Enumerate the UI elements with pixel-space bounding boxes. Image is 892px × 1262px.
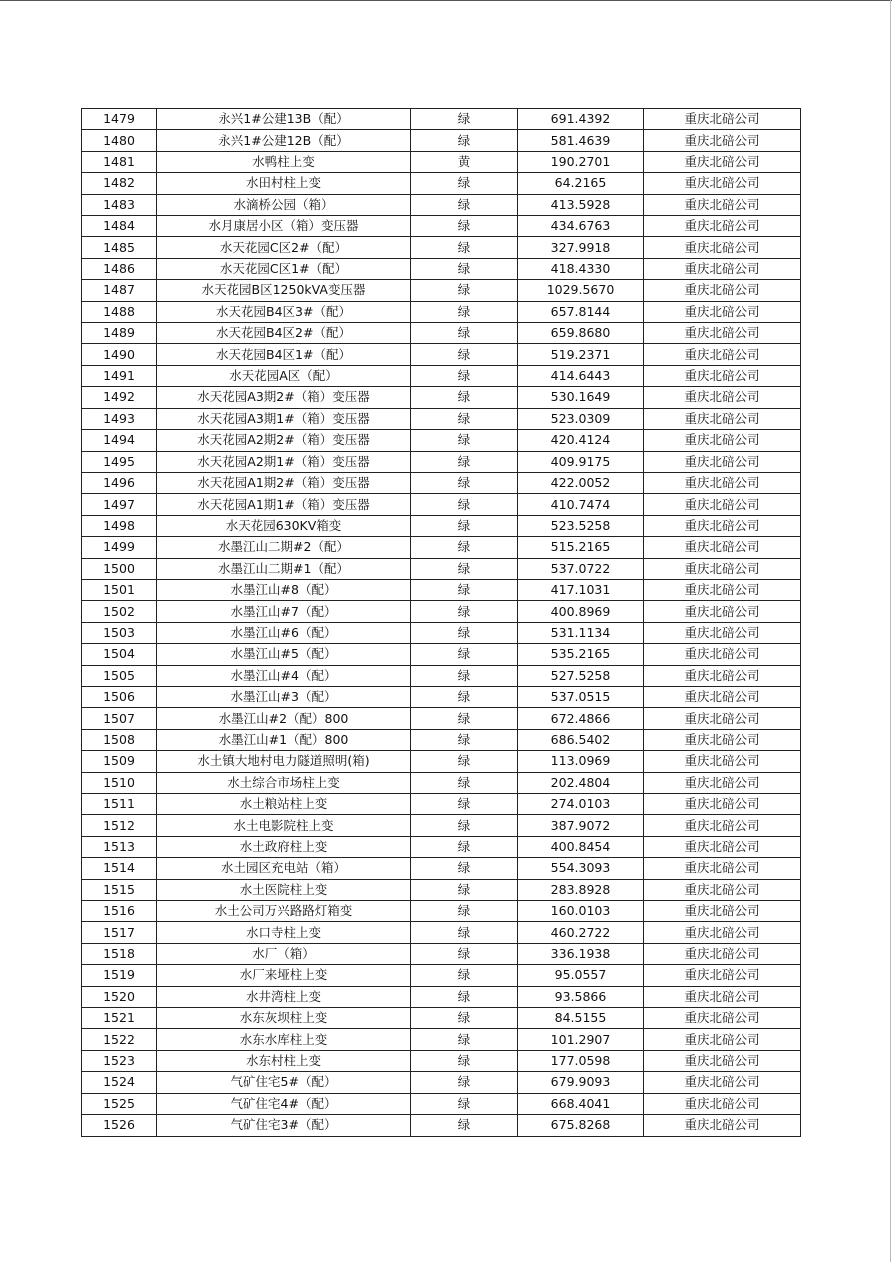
company-cell: 重庆北碚公司 (644, 579, 801, 600)
row-number-cell: 1518 (82, 943, 157, 964)
row-number-cell: 1517 (82, 922, 157, 943)
transformer-name-cell: 气矿住宅4#（配） (157, 1093, 411, 1114)
status-color-cell: 绿 (411, 301, 518, 322)
status-color-cell: 绿 (411, 109, 518, 130)
value-cell: 672.4866 (518, 708, 644, 729)
transformer-name-cell: 水墨江山#3（配） (157, 686, 411, 707)
row-number-cell: 1483 (82, 194, 157, 215)
row-number-cell: 1510 (82, 772, 157, 793)
row-number-cell: 1506 (82, 686, 157, 707)
transformer-name-cell: 水墨江山#7（配） (157, 601, 411, 622)
transformer-name-cell: 水土医院柱上变 (157, 879, 411, 900)
transformer-name-cell: 水天花园630KV箱变 (157, 515, 411, 536)
company-cell: 重庆北碚公司 (644, 365, 801, 386)
value-cell: 531.1134 (518, 622, 644, 643)
table-row (82, 601, 801, 622)
transformer-name-cell: 水墨江山#5（配） (157, 644, 411, 665)
row-number-cell: 1497 (82, 494, 157, 515)
status-color-cell: 绿 (411, 579, 518, 600)
status-color-cell: 绿 (411, 237, 518, 258)
table-row (82, 1072, 801, 1093)
status-color-cell: 绿 (411, 772, 518, 793)
status-color-cell: 绿 (411, 365, 518, 386)
status-color-cell: 绿 (411, 622, 518, 643)
row-number-cell: 1481 (82, 151, 157, 172)
transformer-name-cell: 水天花园A2期2#（箱）变压器 (157, 430, 411, 451)
transformer-name-cell: 水土园区充电站（箱） (157, 858, 411, 879)
transformer-name-cell: 水厂（箱） (157, 943, 411, 964)
company-cell: 重庆北碚公司 (644, 194, 801, 215)
table-row (82, 708, 801, 729)
transformer-name-cell: 水天花园B4区1#（配） (157, 344, 411, 365)
transformer-name-cell: 水土政府柱上变 (157, 836, 411, 857)
value-cell: 274.0103 (518, 794, 644, 815)
transformer-name-cell: 水鸭柱上变 (157, 151, 411, 172)
status-color-cell: 绿 (411, 194, 518, 215)
row-number-cell: 1508 (82, 729, 157, 750)
row-number-cell: 1516 (82, 901, 157, 922)
status-color-cell: 绿 (411, 794, 518, 815)
value-cell: 679.9093 (518, 1072, 644, 1093)
value-cell: 409.9175 (518, 451, 644, 472)
company-cell: 重庆北碚公司 (644, 858, 801, 879)
row-number-cell: 1520 (82, 986, 157, 1007)
table-row (82, 472, 801, 493)
status-color-cell: 绿 (411, 1072, 518, 1093)
status-color-cell: 绿 (411, 537, 518, 558)
table-row (82, 430, 801, 451)
transformer-name-cell: 水天花园B4区3#（配） (157, 301, 411, 322)
table-row (82, 515, 801, 536)
transformer-name-cell: 水土综合市场柱上变 (157, 772, 411, 793)
table-row (82, 751, 801, 772)
row-number-cell: 1522 (82, 1029, 157, 1050)
company-cell: 重庆北碚公司 (644, 1008, 801, 1029)
transformer-name-cell: 水东水库柱上变 (157, 1029, 411, 1050)
status-color-cell: 绿 (411, 515, 518, 536)
row-number-cell: 1504 (82, 644, 157, 665)
transformer-name-cell: 水土电影院柱上变 (157, 815, 411, 836)
company-cell: 重庆北碚公司 (644, 1115, 801, 1136)
row-number-cell: 1514 (82, 858, 157, 879)
value-cell: 336.1938 (518, 943, 644, 964)
status-color-cell: 绿 (411, 430, 518, 451)
value-cell: 515.2165 (518, 537, 644, 558)
table-row (82, 836, 801, 857)
transformer-name-cell: 水墨江山二期#1（配） (157, 558, 411, 579)
row-number-cell: 1499 (82, 537, 157, 558)
row-number-cell: 1500 (82, 558, 157, 579)
value-cell: 84.5155 (518, 1008, 644, 1029)
transformer-name-cell: 水土粮站柱上变 (157, 794, 411, 815)
row-number-cell: 1485 (82, 237, 157, 258)
company-cell: 重庆北碚公司 (644, 943, 801, 964)
value-cell: 413.5928 (518, 194, 644, 215)
status-color-cell: 绿 (411, 258, 518, 279)
value-cell: 400.8454 (518, 836, 644, 857)
company-cell: 重庆北碚公司 (644, 1093, 801, 1114)
row-number-cell: 1524 (82, 1072, 157, 1093)
row-number-cell: 1494 (82, 430, 157, 451)
table-row (82, 772, 801, 793)
company-cell: 重庆北碚公司 (644, 130, 801, 151)
status-color-cell: 黄 (411, 151, 518, 172)
status-color-cell: 绿 (411, 408, 518, 429)
table-row (82, 665, 801, 686)
table-row (82, 1008, 801, 1029)
value-cell: 535.2165 (518, 644, 644, 665)
value-cell: 327.9918 (518, 237, 644, 258)
company-cell: 重庆北碚公司 (644, 622, 801, 643)
table-row (82, 194, 801, 215)
transformer-name-cell: 水井湾柱上变 (157, 986, 411, 1007)
table-row (82, 943, 801, 964)
transformer-name-cell: 气矿住宅5#（配） (157, 1072, 411, 1093)
value-cell: 202.4804 (518, 772, 644, 793)
value-cell: 113.0969 (518, 751, 644, 772)
row-number-cell: 1509 (82, 751, 157, 772)
value-cell: 422.0052 (518, 472, 644, 493)
table-row (82, 130, 801, 151)
value-cell: 387.9072 (518, 815, 644, 836)
company-cell: 重庆北碚公司 (644, 430, 801, 451)
company-cell: 重庆北碚公司 (644, 794, 801, 815)
company-cell: 重庆北碚公司 (644, 1029, 801, 1050)
transformer-name-cell: 水天花园B区1250kVA变压器 (157, 280, 411, 301)
row-number-cell: 1480 (82, 130, 157, 151)
status-color-cell: 绿 (411, 665, 518, 686)
company-cell: 重庆北碚公司 (644, 879, 801, 900)
status-color-cell: 绿 (411, 387, 518, 408)
table-row (82, 451, 801, 472)
company-cell: 重庆北碚公司 (644, 344, 801, 365)
company-cell: 重庆北碚公司 (644, 986, 801, 1007)
transformer-name-cell: 水天花园C区2#（配） (157, 237, 411, 258)
company-cell: 重庆北碚公司 (644, 301, 801, 322)
transformer-name-cell: 水墨江山#1（配）800 (157, 729, 411, 750)
transformer-name-cell: 水天花园A3期2#（箱）变压器 (157, 387, 411, 408)
transformer-name-cell: 水东村柱上变 (157, 1050, 411, 1071)
row-number-cell: 1490 (82, 344, 157, 365)
row-number-cell: 1486 (82, 258, 157, 279)
transformer-name-cell: 永兴1#公建13B（配） (157, 109, 411, 130)
company-cell: 重庆北碚公司 (644, 216, 801, 237)
row-number-cell: 1526 (82, 1115, 157, 1136)
value-cell: 668.4041 (518, 1093, 644, 1114)
row-number-cell: 1496 (82, 472, 157, 493)
table-row (82, 815, 801, 836)
transformer-name-cell: 永兴1#公建12B（配） (157, 130, 411, 151)
table-row (82, 686, 801, 707)
company-cell: 重庆北碚公司 (644, 494, 801, 515)
value-cell: 283.8928 (518, 879, 644, 900)
row-number-cell: 1521 (82, 1008, 157, 1029)
table-row (82, 858, 801, 879)
value-cell: 675.8268 (518, 1115, 644, 1136)
company-cell: 重庆北碚公司 (644, 237, 801, 258)
transformer-name-cell: 水天花园A3期1#（箱）变压器 (157, 408, 411, 429)
transformer-name-cell: 水口寺柱上变 (157, 922, 411, 943)
company-cell: 重庆北碚公司 (644, 515, 801, 536)
table-row (82, 216, 801, 237)
company-cell: 重庆北碚公司 (644, 708, 801, 729)
company-cell: 重庆北碚公司 (644, 686, 801, 707)
company-cell: 重庆北碚公司 (644, 644, 801, 665)
value-cell: 417.1031 (518, 579, 644, 600)
table-row (82, 258, 801, 279)
value-cell: 177.0598 (518, 1050, 644, 1071)
transformer-name-cell: 水天花园A1期1#（箱）变压器 (157, 494, 411, 515)
status-color-cell: 绿 (411, 558, 518, 579)
row-number-cell: 1513 (82, 836, 157, 857)
company-cell: 重庆北碚公司 (644, 901, 801, 922)
transformer-name-cell: 水土镇大地村电力隧道照明(箱) (157, 751, 411, 772)
company-cell: 重庆北碚公司 (644, 151, 801, 172)
value-cell: 530.1649 (518, 387, 644, 408)
status-color-cell: 绿 (411, 708, 518, 729)
status-color-cell: 绿 (411, 173, 518, 194)
table-row (82, 408, 801, 429)
table-row (82, 622, 801, 643)
table-body (82, 109, 801, 1137)
value-cell: 523.5258 (518, 515, 644, 536)
value-cell: 1029.5670 (518, 280, 644, 301)
table-row (82, 344, 801, 365)
company-cell: 重庆北碚公司 (644, 258, 801, 279)
status-color-cell: 绿 (411, 729, 518, 750)
row-number-cell: 1505 (82, 665, 157, 686)
status-color-cell: 绿 (411, 344, 518, 365)
transformer-name-cell: 水天花园A1期2#（箱）变压器 (157, 472, 411, 493)
company-cell: 重庆北碚公司 (644, 408, 801, 429)
status-color-cell: 绿 (411, 494, 518, 515)
table-row (82, 922, 801, 943)
status-color-cell: 绿 (411, 323, 518, 344)
value-cell: 659.8680 (518, 323, 644, 344)
row-number-cell: 1493 (82, 408, 157, 429)
value-cell: 160.0103 (518, 901, 644, 922)
table-row (82, 579, 801, 600)
row-number-cell: 1503 (82, 622, 157, 643)
value-cell: 554.3093 (518, 858, 644, 879)
transformer-name-cell: 水厂来垭柱上变 (157, 965, 411, 986)
transformer-name-cell: 水墨江山#4（配） (157, 665, 411, 686)
table-row (82, 1093, 801, 1114)
company-cell: 重庆北碚公司 (644, 323, 801, 344)
value-cell: 537.0722 (518, 558, 644, 579)
row-number-cell: 1512 (82, 815, 157, 836)
company-cell: 重庆北碚公司 (644, 601, 801, 622)
row-number-cell: 1491 (82, 365, 157, 386)
value-cell: 657.8144 (518, 301, 644, 322)
table-row (82, 965, 801, 986)
transformer-name-cell: 水土公司万兴路路灯箱变 (157, 901, 411, 922)
row-number-cell: 1501 (82, 579, 157, 600)
row-number-cell: 1511 (82, 794, 157, 815)
status-color-cell: 绿 (411, 686, 518, 707)
transformer-name-cell: 水天花园A区（配） (157, 365, 411, 386)
value-cell: 190.2701 (518, 151, 644, 172)
status-color-cell: 绿 (411, 901, 518, 922)
table-row (82, 794, 801, 815)
company-cell: 重庆北碚公司 (644, 173, 801, 194)
row-number-cell: 1482 (82, 173, 157, 194)
table-row (82, 1115, 801, 1136)
status-color-cell: 绿 (411, 751, 518, 772)
company-cell: 重庆北碚公司 (644, 387, 801, 408)
value-cell: 101.2907 (518, 1029, 644, 1050)
row-number-cell: 1484 (82, 216, 157, 237)
row-number-cell: 1487 (82, 280, 157, 301)
value-cell: 418.4330 (518, 258, 644, 279)
status-color-cell: 绿 (411, 836, 518, 857)
table-row (82, 1050, 801, 1071)
table-row (82, 986, 801, 1007)
row-number-cell: 1489 (82, 323, 157, 344)
company-cell: 重庆北碚公司 (644, 537, 801, 558)
transformer-table (81, 108, 801, 1137)
status-color-cell: 绿 (411, 644, 518, 665)
table-row (82, 280, 801, 301)
row-number-cell: 1519 (82, 965, 157, 986)
row-number-cell: 1507 (82, 708, 157, 729)
transformer-name-cell: 水墨江山#6（配） (157, 622, 411, 643)
status-color-cell: 绿 (411, 280, 518, 301)
value-cell: 93.5866 (518, 986, 644, 1007)
row-number-cell: 1502 (82, 601, 157, 622)
value-cell: 686.5402 (518, 729, 644, 750)
company-cell: 重庆北碚公司 (644, 922, 801, 943)
value-cell: 519.2371 (518, 344, 644, 365)
value-cell: 64.2165 (518, 173, 644, 194)
status-color-cell: 绿 (411, 879, 518, 900)
row-number-cell: 1523 (82, 1050, 157, 1071)
value-cell: 95.0557 (518, 965, 644, 986)
value-cell: 434.6763 (518, 216, 644, 237)
table-row (82, 1029, 801, 1050)
row-number-cell: 1492 (82, 387, 157, 408)
transformer-name-cell: 气矿住宅3#（配） (157, 1115, 411, 1136)
page-top-border (0, 0, 892, 1)
status-color-cell: 绿 (411, 1050, 518, 1071)
status-color-cell: 绿 (411, 1008, 518, 1029)
table-row (82, 387, 801, 408)
row-number-cell: 1515 (82, 879, 157, 900)
value-cell: 581.4639 (518, 130, 644, 151)
table-row (82, 237, 801, 258)
table-row (82, 323, 801, 344)
table-row (82, 109, 801, 130)
company-cell: 重庆北碚公司 (644, 451, 801, 472)
status-color-cell: 绿 (411, 965, 518, 986)
value-cell: 537.0515 (518, 686, 644, 707)
status-color-cell: 绿 (411, 922, 518, 943)
transformer-name-cell: 水田村柱上变 (157, 173, 411, 194)
transformer-name-cell: 水天花园B4区2#（配） (157, 323, 411, 344)
table-row (82, 729, 801, 750)
value-cell: 523.0309 (518, 408, 644, 429)
company-cell: 重庆北碚公司 (644, 729, 801, 750)
value-cell: 414.6443 (518, 365, 644, 386)
row-number-cell: 1479 (82, 109, 157, 130)
status-color-cell: 绿 (411, 986, 518, 1007)
company-cell: 重庆北碚公司 (644, 836, 801, 857)
value-cell: 527.5258 (518, 665, 644, 686)
status-color-cell: 绿 (411, 216, 518, 237)
table-row (82, 644, 801, 665)
page-right-border (890, 0, 891, 1262)
row-number-cell: 1495 (82, 451, 157, 472)
status-color-cell: 绿 (411, 815, 518, 836)
status-color-cell: 绿 (411, 451, 518, 472)
table-row (82, 537, 801, 558)
transformer-name-cell: 水东灰坝柱上变 (157, 1008, 411, 1029)
company-cell: 重庆北碚公司 (644, 558, 801, 579)
row-number-cell: 1498 (82, 515, 157, 536)
table-row (82, 879, 801, 900)
status-color-cell: 绿 (411, 601, 518, 622)
status-color-cell: 绿 (411, 943, 518, 964)
company-cell: 重庆北碚公司 (644, 109, 801, 130)
value-cell: 420.4124 (518, 430, 644, 451)
value-cell: 410.7474 (518, 494, 644, 515)
table-row (82, 173, 801, 194)
transformer-name-cell: 水月康居小区（箱）变压器 (157, 216, 411, 237)
transformer-name-cell: 水墨江山#2（配）800 (157, 708, 411, 729)
status-color-cell: 绿 (411, 1115, 518, 1136)
table-row (82, 365, 801, 386)
transformer-name-cell: 水天花园A2期1#（箱）变压器 (157, 451, 411, 472)
company-cell: 重庆北碚公司 (644, 472, 801, 493)
table-row (82, 494, 801, 515)
status-color-cell: 绿 (411, 858, 518, 879)
company-cell: 重庆北碚公司 (644, 280, 801, 301)
row-number-cell: 1488 (82, 301, 157, 322)
transformer-name-cell: 水墨江山二期#2（配） (157, 537, 411, 558)
status-color-cell: 绿 (411, 472, 518, 493)
value-cell: 400.8969 (518, 601, 644, 622)
transformer-name-cell: 水墨江山#8（配） (157, 579, 411, 600)
company-cell: 重庆北碚公司 (644, 772, 801, 793)
table-row (82, 558, 801, 579)
value-cell: 460.2722 (518, 922, 644, 943)
table-row (82, 151, 801, 172)
row-number-cell: 1525 (82, 1093, 157, 1114)
status-color-cell: 绿 (411, 130, 518, 151)
table-row (82, 301, 801, 322)
status-color-cell: 绿 (411, 1029, 518, 1050)
company-cell: 重庆北碚公司 (644, 965, 801, 986)
transformer-name-cell: 水天花园C区1#（配） (157, 258, 411, 279)
company-cell: 重庆北碚公司 (644, 665, 801, 686)
value-cell: 691.4392 (518, 109, 644, 130)
company-cell: 重庆北碚公司 (644, 1072, 801, 1093)
company-cell: 重庆北碚公司 (644, 1050, 801, 1071)
status-color-cell: 绿 (411, 1093, 518, 1114)
table-row (82, 901, 801, 922)
company-cell: 重庆北碚公司 (644, 751, 801, 772)
company-cell: 重庆北碚公司 (644, 815, 801, 836)
transformer-name-cell: 水滴桥公园（箱） (157, 194, 411, 215)
